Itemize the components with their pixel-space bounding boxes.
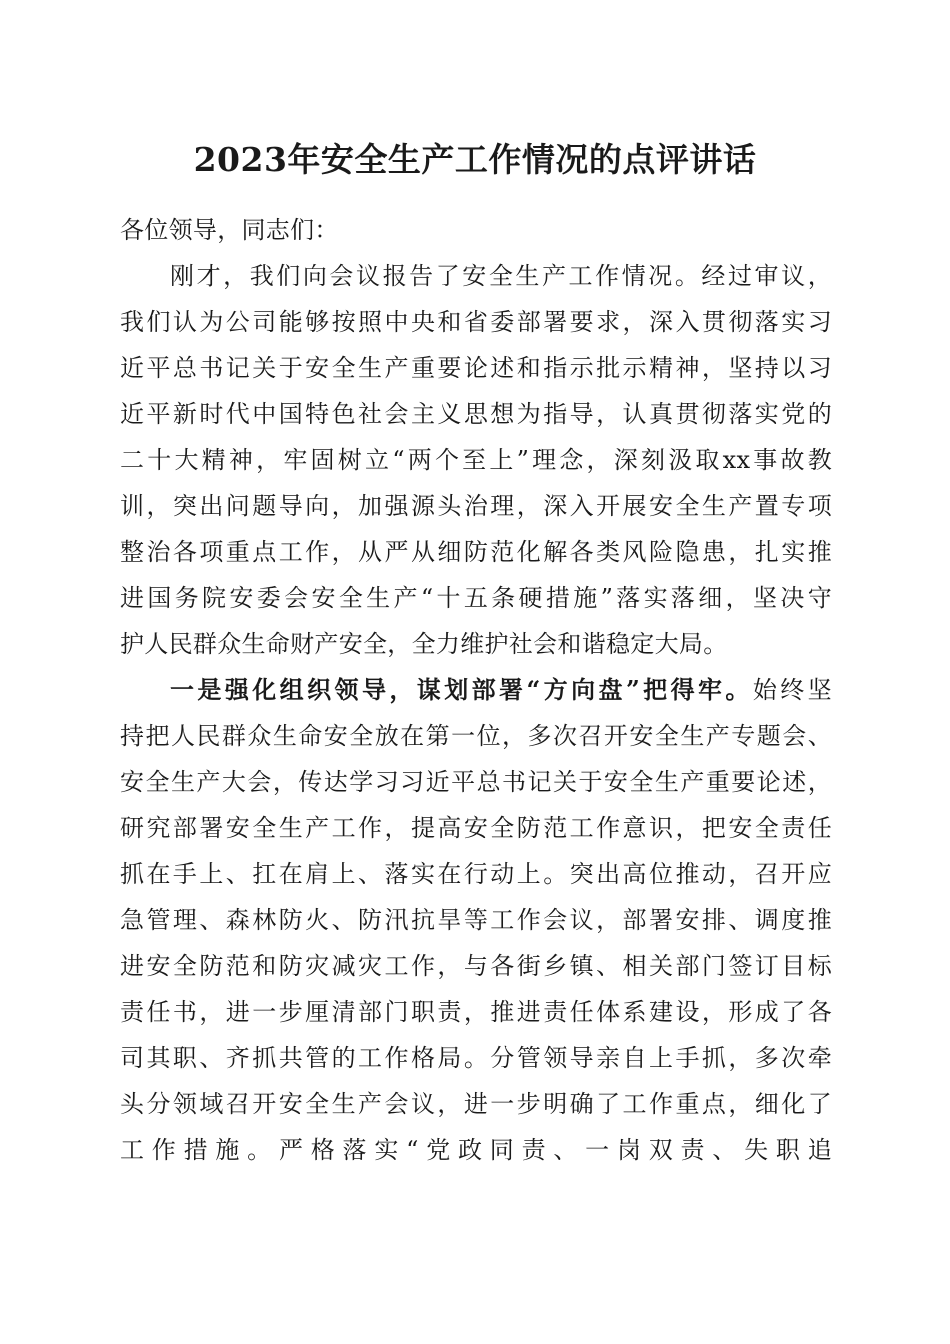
paragraph-line: 二十大精神，牢固树立“两个至上”理念，深刻汲取xx事故教 [120, 446, 832, 474]
paragraph-line: 我们认为公司能够按照中央和省委部署要求，深入贯彻落实习 [120, 308, 832, 336]
paragraph-line: 急管理、森林防火、防汛抗旱等工作会议，部署安排、调度推 [120, 906, 832, 934]
paragraph-line: 护人民群众生命财产安全，全力维护社会和谐稳定大局。 [120, 630, 728, 658]
paragraph-line: 整治各项重点工作，从严从细防范化解各类风险隐患，扎实推 [120, 538, 832, 566]
paragraph-line: 安全生产大会，传达学习习近平总书记关于安全生产重要论述， [120, 768, 832, 796]
paragraph-heading: 一是强化组织领导，谋划部署“方向盘”把得牢。 [170, 675, 753, 704]
paragraph-line: 工作措施。严格落实“党政同责、一岗双责、失职追 [120, 1136, 832, 1164]
document-title: 2023年安全生产工作情况的点评讲话 [193, 140, 757, 179]
document-body [120, 207, 832, 1173]
paragraph-line: 近平新时代中国特色社会主义思想为指导，认真贯彻落实党的 [120, 400, 832, 428]
paragraph-line: 进安全防范和防灾减灾工作，与各街乡镇、相关部门签订目标 [120, 952, 832, 980]
paragraph-line: 司其职、齐抓共管的工作格局。分管领导亲自上手抓，多次牵 [120, 1044, 832, 1072]
paragraph-line: 头分领域召开安全生产会议，进一步明确了工作重点，细化了 [120, 1090, 832, 1118]
paragraph-line: 进国务院安委会安全生产“十五条硬措施”落实落细，坚决守 [120, 584, 832, 612]
paragraph-line: 抓在手上、扛在肩上、落实在行动上。突出高位推动，召开应 [120, 860, 832, 888]
paragraph-2 [120, 667, 832, 1173]
paragraph-line: 刚才，我们向会议报告了安全生产工作情况。经过审议， [170, 262, 832, 290]
paragraph-line: 持把人民群众生命安全放在第一位，多次召开安全生产专题会、 [120, 722, 832, 750]
salutation: 各位领导，同志们： [120, 216, 339, 244]
paragraph-1 [120, 253, 832, 667]
paragraph-line-rest: 始终坚 [752, 676, 832, 704]
paragraph-line: 近平总书记关于安全生产重要论述和指示批示精神，坚持以习 [120, 354, 832, 382]
paragraph-line: 研究部署安全生产工作，提高安全防范工作意识，把安全责任 [120, 814, 832, 842]
paragraph-line [120, 667, 832, 713]
paragraph-line: 责任书，进一步厘清部门职责，推进责任体系建设，形成了各 [120, 998, 832, 1026]
paragraph-line: 训，突出问题导向，加强源头治理，深入开展安全生产置专项 [120, 492, 832, 520]
